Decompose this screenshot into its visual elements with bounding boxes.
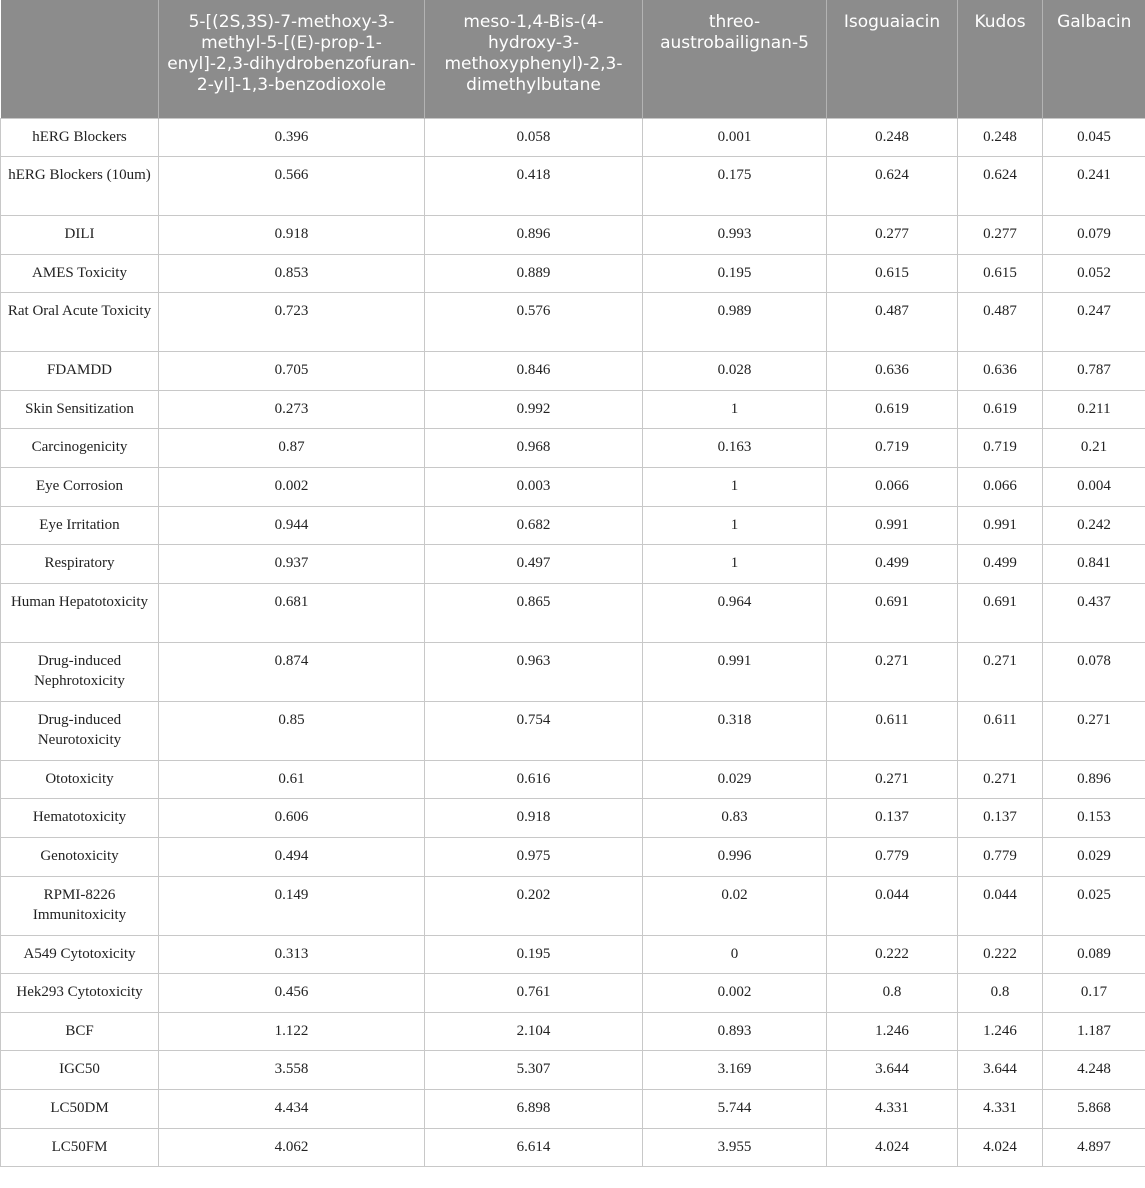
value-cell: 0.681 bbox=[159, 583, 425, 642]
value-cell: 0.202 bbox=[425, 876, 643, 935]
row-label-cell: Respiratory bbox=[1, 545, 159, 584]
value-cell: 3.169 bbox=[643, 1051, 827, 1090]
value-cell: 0.874 bbox=[159, 642, 425, 701]
value-cell: 0.576 bbox=[425, 293, 643, 352]
value-cell: 0.025 bbox=[1043, 876, 1145, 935]
value-cell: 0.991 bbox=[958, 506, 1043, 545]
value-cell: 0.87 bbox=[159, 429, 425, 468]
value-cell: 0.163 bbox=[643, 429, 827, 468]
table-row bbox=[1, 1012, 1145, 1051]
value-cell: 0.719 bbox=[827, 429, 958, 468]
value-cell: 0.61 bbox=[159, 760, 425, 799]
value-cell: 0.636 bbox=[958, 352, 1043, 391]
value-cell: 0.248 bbox=[827, 118, 958, 157]
value-cell: 0.222 bbox=[958, 935, 1043, 974]
row-label-cell: Ototoxicity bbox=[1, 760, 159, 799]
table-row bbox=[1, 293, 1145, 352]
value-cell: 3.644 bbox=[958, 1051, 1043, 1090]
value-cell: 6.614 bbox=[425, 1128, 643, 1167]
value-cell: 0.002 bbox=[643, 974, 827, 1013]
value-cell: 0.499 bbox=[958, 545, 1043, 584]
value-cell: 1 bbox=[643, 506, 827, 545]
value-cell: 4.024 bbox=[958, 1128, 1043, 1167]
value-cell: 0.175 bbox=[643, 157, 827, 216]
table-row bbox=[1, 157, 1145, 216]
value-cell: 6.898 bbox=[425, 1090, 643, 1129]
value-cell: 0.499 bbox=[827, 545, 958, 584]
row-label-cell: Human Hepatotoxicity bbox=[1, 583, 159, 642]
value-cell: 0.001 bbox=[643, 118, 827, 157]
row-label-cell: hERG Blockers bbox=[1, 118, 159, 157]
value-cell: 3.955 bbox=[643, 1128, 827, 1167]
value-cell: 0.137 bbox=[958, 799, 1043, 838]
table-row bbox=[1, 545, 1145, 584]
value-cell: 0.991 bbox=[643, 642, 827, 701]
value-cell: 0.079 bbox=[1043, 216, 1145, 255]
value-cell: 0.17 bbox=[1043, 974, 1145, 1013]
row-label-cell: Eye Irritation bbox=[1, 506, 159, 545]
value-cell: 0.754 bbox=[425, 701, 643, 760]
header-row bbox=[1, 0, 1145, 118]
value-cell: 4.331 bbox=[958, 1090, 1043, 1129]
value-cell: 0.705 bbox=[159, 352, 425, 391]
value-cell: 0.611 bbox=[827, 701, 958, 760]
table-row bbox=[1, 1051, 1145, 1090]
value-cell: 0.149 bbox=[159, 876, 425, 935]
row-label-cell: RPMI-8226 Immunitoxicity bbox=[1, 876, 159, 935]
value-cell: 0.896 bbox=[1043, 760, 1145, 799]
table-row bbox=[1, 254, 1145, 293]
value-cell: 0.83 bbox=[643, 799, 827, 838]
header-cell-empty bbox=[1, 0, 159, 118]
table-row bbox=[1, 760, 1145, 799]
row-label-cell: Hek293 Cytotoxicity bbox=[1, 974, 159, 1013]
value-cell: 5.744 bbox=[643, 1090, 827, 1129]
value-cell: 0.996 bbox=[643, 838, 827, 877]
table-row bbox=[1, 642, 1145, 701]
value-cell: 0 bbox=[643, 935, 827, 974]
value-cell: 0.606 bbox=[159, 799, 425, 838]
value-cell: 0.691 bbox=[958, 583, 1043, 642]
value-cell: 0.975 bbox=[425, 838, 643, 877]
value-cell: 0.045 bbox=[1043, 118, 1145, 157]
row-label-cell: Drug-induced Neurotoxicity bbox=[1, 701, 159, 760]
value-cell: 0.846 bbox=[425, 352, 643, 391]
value-cell: 0.615 bbox=[827, 254, 958, 293]
value-cell: 0.494 bbox=[159, 838, 425, 877]
value-cell: 0.271 bbox=[827, 760, 958, 799]
table-row bbox=[1, 390, 1145, 429]
value-cell: 4.331 bbox=[827, 1090, 958, 1129]
row-label-cell: hERG Blockers (10um) bbox=[1, 157, 159, 216]
row-label-cell: Rat Oral Acute Toxicity bbox=[1, 293, 159, 352]
value-cell: 0.089 bbox=[1043, 935, 1145, 974]
value-cell: 1.246 bbox=[958, 1012, 1043, 1051]
table-row bbox=[1, 216, 1145, 255]
row-label-cell: Eye Corrosion bbox=[1, 468, 159, 507]
value-cell: 0.853 bbox=[159, 254, 425, 293]
value-cell: 1 bbox=[643, 545, 827, 584]
row-label-cell: Carcinogenicity bbox=[1, 429, 159, 468]
value-cell: 0.787 bbox=[1043, 352, 1145, 391]
table-row bbox=[1, 838, 1145, 877]
row-label-cell: BCF bbox=[1, 1012, 159, 1051]
value-cell: 2.104 bbox=[425, 1012, 643, 1051]
value-cell: 0.779 bbox=[958, 838, 1043, 877]
value-cell: 0.437 bbox=[1043, 583, 1145, 642]
value-cell: 0.624 bbox=[958, 157, 1043, 216]
value-cell: 3.558 bbox=[159, 1051, 425, 1090]
value-cell: 0.137 bbox=[827, 799, 958, 838]
value-cell: 0.195 bbox=[425, 935, 643, 974]
value-cell: 0.619 bbox=[827, 390, 958, 429]
value-cell: 0.8 bbox=[827, 974, 958, 1013]
value-cell: 0.865 bbox=[425, 583, 643, 642]
row-label-cell: Drug-induced Nephrotoxicity bbox=[1, 642, 159, 701]
table-row bbox=[1, 799, 1145, 838]
value-cell: 0.004 bbox=[1043, 468, 1145, 507]
value-cell: 0.615 bbox=[958, 254, 1043, 293]
value-cell: 0.918 bbox=[425, 799, 643, 838]
value-cell: 0.003 bbox=[425, 468, 643, 507]
value-cell: 0.889 bbox=[425, 254, 643, 293]
value-cell: 0.487 bbox=[827, 293, 958, 352]
value-cell: 0.211 bbox=[1043, 390, 1145, 429]
table-row bbox=[1, 876, 1145, 935]
header-cell-kudos: Kudos bbox=[958, 0, 1043, 118]
value-cell: 3.644 bbox=[827, 1051, 958, 1090]
value-cell: 0.271 bbox=[958, 642, 1043, 701]
value-cell: 0.058 bbox=[425, 118, 643, 157]
value-cell: 0.247 bbox=[1043, 293, 1145, 352]
value-cell: 0.271 bbox=[827, 642, 958, 701]
row-label-cell: Skin Sensitization bbox=[1, 390, 159, 429]
value-cell: 0.723 bbox=[159, 293, 425, 352]
value-cell: 0.277 bbox=[827, 216, 958, 255]
value-cell: 0.85 bbox=[159, 701, 425, 760]
row-label-cell: IGC50 bbox=[1, 1051, 159, 1090]
value-cell: 0.248 bbox=[958, 118, 1043, 157]
value-cell: 0.313 bbox=[159, 935, 425, 974]
value-cell: 0.992 bbox=[425, 390, 643, 429]
row-label-cell: AMES Toxicity bbox=[1, 254, 159, 293]
value-cell: 5.307 bbox=[425, 1051, 643, 1090]
value-cell: 0.222 bbox=[827, 935, 958, 974]
value-cell: 0.761 bbox=[425, 974, 643, 1013]
value-cell: 0.691 bbox=[827, 583, 958, 642]
value-cell: 1.187 bbox=[1043, 1012, 1145, 1051]
table-row bbox=[1, 583, 1145, 642]
table-row bbox=[1, 701, 1145, 760]
value-cell: 0.029 bbox=[1043, 838, 1145, 877]
value-cell: 5.868 bbox=[1043, 1090, 1145, 1129]
value-cell: 0.918 bbox=[159, 216, 425, 255]
value-cell: 0.271 bbox=[1043, 701, 1145, 760]
value-cell: 0.456 bbox=[159, 974, 425, 1013]
value-cell: 0.078 bbox=[1043, 642, 1145, 701]
row-label-cell: LC50FM bbox=[1, 1128, 159, 1167]
value-cell: 1.122 bbox=[159, 1012, 425, 1051]
table-row bbox=[1, 1090, 1145, 1129]
row-label-cell: A549 Cytotoxicity bbox=[1, 935, 159, 974]
value-cell: 0.611 bbox=[958, 701, 1043, 760]
header-cell-isoguaiacin: Isoguaiacin bbox=[827, 0, 958, 118]
value-cell: 4.434 bbox=[159, 1090, 425, 1129]
value-cell: 0.8 bbox=[958, 974, 1043, 1013]
value-cell: 0.964 bbox=[643, 583, 827, 642]
value-cell: 0.963 bbox=[425, 642, 643, 701]
table-row bbox=[1, 506, 1145, 545]
row-label-cell: DILI bbox=[1, 216, 159, 255]
value-cell: 0.271 bbox=[958, 760, 1043, 799]
value-cell: 0.991 bbox=[827, 506, 958, 545]
value-cell: 0.418 bbox=[425, 157, 643, 216]
table-row bbox=[1, 935, 1145, 974]
header-cell-compound-2: meso-1,4-Bis-(4-hydroxy-3-methoxyphenyl)-2,3-dimethylbutane bbox=[425, 0, 643, 118]
value-cell: 0.066 bbox=[958, 468, 1043, 507]
value-cell: 0.21 bbox=[1043, 429, 1145, 468]
value-cell: 0.896 bbox=[425, 216, 643, 255]
value-cell: 1.246 bbox=[827, 1012, 958, 1051]
value-cell: 0.682 bbox=[425, 506, 643, 545]
value-cell: 0.052 bbox=[1043, 254, 1145, 293]
value-cell: 0.044 bbox=[958, 876, 1043, 935]
table-row bbox=[1, 974, 1145, 1013]
value-cell: 4.062 bbox=[159, 1128, 425, 1167]
value-cell: 0.636 bbox=[827, 352, 958, 391]
header-cell-compound-1: 5-[(2S,3S)-7-methoxy-3-methyl-5-[(E)-prop-1-enyl]-2,3-dihydrobenzofuran-2-yl]-1,3-benzodioxole bbox=[159, 0, 425, 118]
value-cell: 0.241 bbox=[1043, 157, 1145, 216]
value-cell: 0.273 bbox=[159, 390, 425, 429]
value-cell: 0.487 bbox=[958, 293, 1043, 352]
table-row bbox=[1, 468, 1145, 507]
value-cell: 0.277 bbox=[958, 216, 1043, 255]
value-cell: 0.028 bbox=[643, 352, 827, 391]
value-cell: 0.497 bbox=[425, 545, 643, 584]
value-cell: 0.029 bbox=[643, 760, 827, 799]
header-cell-compound-3: threo-austrobailignan-5 bbox=[643, 0, 827, 118]
value-cell: 0.841 bbox=[1043, 545, 1145, 584]
table-row bbox=[1, 429, 1145, 468]
table-row bbox=[1, 352, 1145, 391]
header-cell-galbacin: Galbacin bbox=[1043, 0, 1145, 118]
value-cell: 0.719 bbox=[958, 429, 1043, 468]
value-cell: 1 bbox=[643, 390, 827, 429]
value-cell: 0.566 bbox=[159, 157, 425, 216]
table-row bbox=[1, 1128, 1145, 1167]
value-cell: 0.937 bbox=[159, 545, 425, 584]
value-cell: 4.024 bbox=[827, 1128, 958, 1167]
value-cell: 4.248 bbox=[1043, 1051, 1145, 1090]
row-label-cell: FDAMDD bbox=[1, 352, 159, 391]
value-cell: 0.153 bbox=[1043, 799, 1145, 838]
row-label-cell: Hematotoxicity bbox=[1, 799, 159, 838]
value-cell: 0.944 bbox=[159, 506, 425, 545]
value-cell: 4.897 bbox=[1043, 1128, 1145, 1167]
table-row bbox=[1, 118, 1145, 157]
table-body bbox=[1, 118, 1145, 1167]
value-cell: 0.318 bbox=[643, 701, 827, 760]
value-cell: 0.02 bbox=[643, 876, 827, 935]
value-cell: 0.002 bbox=[159, 468, 425, 507]
value-cell: 0.968 bbox=[425, 429, 643, 468]
row-label-cell: LC50DM bbox=[1, 1090, 159, 1129]
value-cell: 0.616 bbox=[425, 760, 643, 799]
value-cell: 0.619 bbox=[958, 390, 1043, 429]
value-cell: 0.989 bbox=[643, 293, 827, 352]
value-cell: 0.993 bbox=[643, 216, 827, 255]
value-cell: 0.893 bbox=[643, 1012, 827, 1051]
value-cell: 0.624 bbox=[827, 157, 958, 216]
value-cell: 0.242 bbox=[1043, 506, 1145, 545]
value-cell: 0.195 bbox=[643, 254, 827, 293]
row-label-cell: Genotoxicity bbox=[1, 838, 159, 877]
value-cell: 0.066 bbox=[827, 468, 958, 507]
value-cell: 0.396 bbox=[159, 118, 425, 157]
value-cell: 0.779 bbox=[827, 838, 958, 877]
value-cell: 1 bbox=[643, 468, 827, 507]
value-cell: 0.044 bbox=[827, 876, 958, 935]
